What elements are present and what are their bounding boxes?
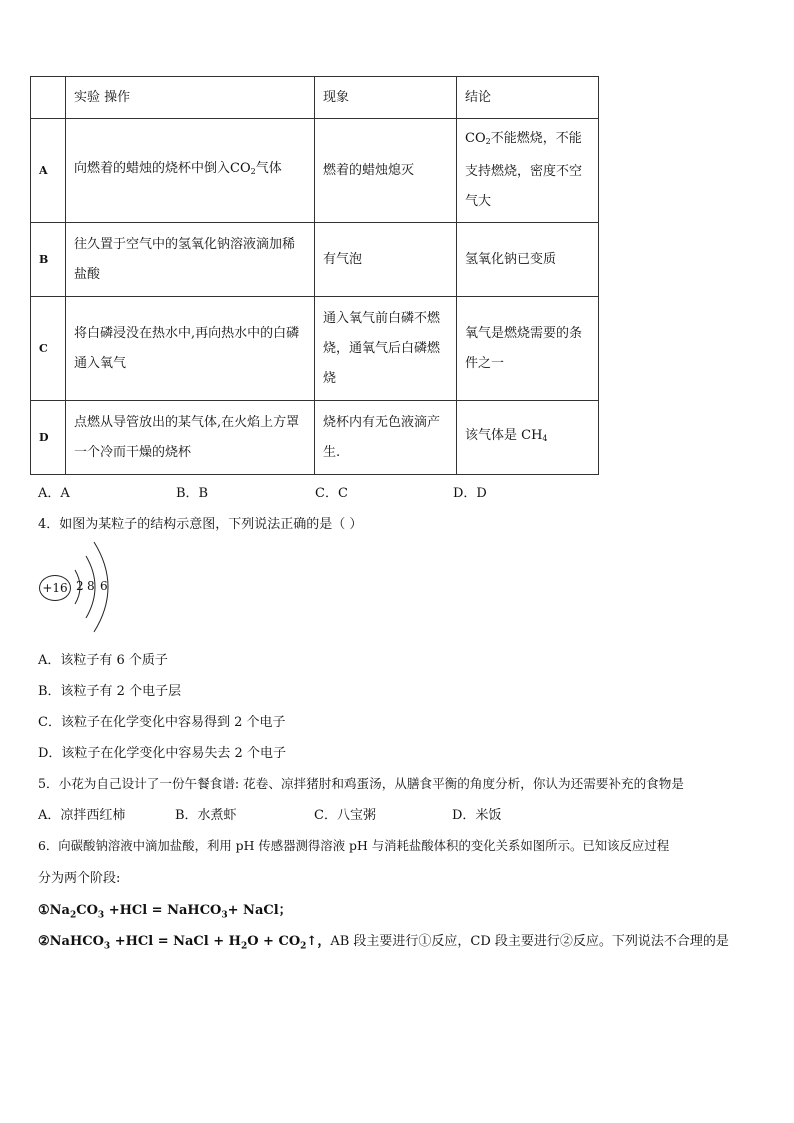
eq-text: CO [76,903,98,918]
operation-text: 向燃着的蜡烛的烧杯中倒入 [74,161,231,176]
q4-option-d[interactable]: D．该粒子在化学变化中容易失去 2 个电子 [38,746,286,761]
phenomenon-cell: 通入氧气前白磷不燃烧，通氧气后白磷燃烧 [315,297,457,401]
eq-subscript: 3 [97,910,105,921]
conclusion-cell: 氢氧化钠已变质 [457,223,599,297]
conclusion-text: 该气体是 CH [465,428,543,443]
subscript: 2 [485,137,491,146]
q4-option-c[interactable]: C．该粒子在化学变化中容易得到 2 个电子 [38,715,286,730]
q6-stem-line1: 6．向碳酸钠溶液中滴加盐酸，利用 pH 传感器测得溶液 pH 与消耗盐酸体积的变化关系如图所示。已知该反应过程 [38,838,670,853]
header-cell-operation: 实验 操作 [66,77,315,119]
experiment-table [30,76,599,475]
electron-count-1: 2 [76,579,84,593]
eq-text: O + CO [247,934,301,949]
q5-option-a[interactable]: A．凉拌西红柿 [38,808,126,823]
q4-option-b[interactable]: B．该粒子有 2 个电子层 [38,684,182,699]
q4-stem: 4．如图为某粒子的结构示意图，下列说法正确的是（ ） [38,517,363,532]
row-label: D [31,401,66,475]
row-label: A [31,119,66,223]
conclusion-text: 不能燃烧，不能支持燃烧，密度不空气大 [465,131,583,209]
table-header-row [31,77,599,119]
conclusion-cell: 氧气是燃烧需要的条件之一 [457,297,599,401]
q5-option-b[interactable]: B．水煮虾 [175,808,237,823]
subscript: 4 [542,434,548,443]
electron-count-2: 8 [87,579,95,593]
q3-option-b[interactable]: B．B [176,486,209,501]
q5-option-d[interactable]: D．米饭 [452,808,502,823]
header-cell-conclusion: 结论 [457,77,599,119]
phenomenon-cell: 烧杯内有无色液滴产生. [315,401,457,475]
eq-text: ①Na [38,903,70,918]
eq-text: + NaCl； [227,903,292,918]
formula: CO [230,161,251,176]
subscript: 2 [250,167,256,176]
conclusion-cell [457,401,599,475]
header-cell-blank [31,77,66,119]
table-row [31,401,599,475]
q6-equation-1 [38,899,292,921]
table-row [31,223,599,297]
row-label: B [31,223,66,297]
eq-subscript: 3 [103,941,111,952]
operation-cell [66,119,315,223]
q4-option-a[interactable]: A．该粒子有 6 个质子 [38,653,168,668]
table-row [31,297,599,401]
operation-text: 气体 [255,161,282,176]
operation-cell: 将白磷浸没在热水中,再向热水中的白磷通入氧气 [66,297,315,401]
eq-text: ②NaHCO [38,934,104,949]
eq-subscript: 2 [240,941,248,952]
eq-formula [38,934,331,952]
eq-subscript: 2 [69,910,77,921]
eq-subscript: 3 [221,910,228,921]
header-cell-phenomenon: 现象 [315,77,457,119]
phenomenon-cell: 有气泡 [315,223,457,297]
q6-stem-line2: 分为两个阶段: [38,871,121,886]
phenomenon-cell: 燃着的蜡烛熄灭 [315,119,457,223]
operation-cell: 往久置于空气中的氢氧化钠溶液滴加稀盐酸 [66,223,315,297]
q3-option-c[interactable]: C．C [315,486,348,501]
q6-equation-2 [38,930,729,952]
q3-option-a[interactable]: A．A [38,486,70,501]
eq-text: ↑， [306,934,331,949]
operation-cell: 点燃从导管放出的某气体,在火焰上方罩一个冷而干燥的烧杯 [66,401,315,475]
formula: CO [465,131,486,146]
nucleus-circle: +16 [39,575,71,601]
eq-text: +HCl = NaHCO [104,903,222,918]
table-row [31,119,599,223]
eq-subscript: 2 [300,941,307,952]
eq-text: +HCl = NaCl + H [110,934,241,949]
q5-stem: 5．小花为自己设计了一份午餐食谱: 花卷、凉拌猪肘和鸡蛋汤，从膳食平衡的角度分析，你认为还需要补充的食物是 [38,776,684,791]
conclusion-cell [457,119,599,223]
q5-option-c[interactable]: C．八宝粥 [314,808,376,823]
q3-option-d[interactable]: D．D [453,486,487,501]
q6-tail-text: AB 段主要进行①反应，CD 段主要进行②反应。下列说法不合理的是 [330,934,729,949]
electron-count-3: 6 [100,579,108,593]
row-label: C [31,297,66,401]
